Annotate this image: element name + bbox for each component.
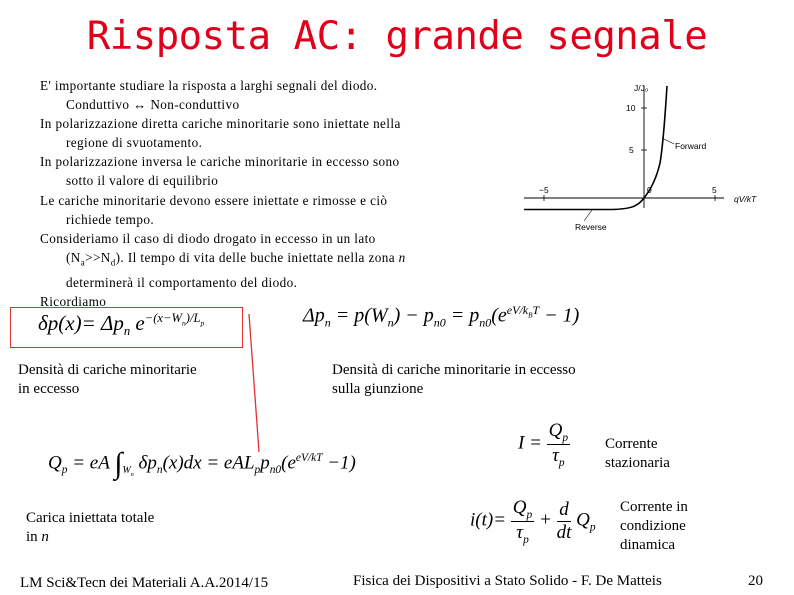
bullet-line: sotto il valore di equilibrio: [66, 173, 219, 189]
equation-injected-charge: $Q_p$ = eA $\int_{W_n}$ $\delta p_n(x)dx = eAL_pp_{n0}(e^{eV/kT} -1)$: [48, 447, 356, 480]
bullet-line: In polarizzazione inversa le cariche minoritarie in eccesso sono: [40, 154, 400, 170]
graph-xlabel: qV/kT: [734, 194, 757, 204]
graph-xtick-0: 0: [647, 185, 652, 195]
bullet-line: In polarizzazione diretta cariche minoritarie sono iniettate nella: [40, 116, 401, 132]
page-number: 20: [748, 573, 763, 589]
diode-iv-graph: [512, 78, 774, 238]
caption-steady-current: Corrente stazionaria: [605, 436, 670, 471]
bullet-line: richiede tempo.: [66, 211, 155, 227]
graph-xtick-5: 5: [712, 185, 717, 195]
graph-ylabel: J/J₀: [634, 83, 649, 93]
bullet-list: [40, 76, 510, 311]
graph-ytick-5: 5: [629, 145, 634, 155]
bullet-line: E' importante studiare la risposta a larghi segnali del diodo.: [40, 78, 378, 93]
graph-xtick-minus5: −5: [539, 185, 549, 195]
bullet-line: regione di svuotamento.: [66, 135, 203, 151]
graph-forward-label: Forward: [675, 141, 707, 151]
bullet-line: $(N_a>>N_d)$. Il tempo di vita delle buche iniettate nella zona n: [66, 249, 406, 268]
bullet-line: Ricordiamo: [40, 293, 107, 309]
slide-title: Risposta AC: grande segnale: [86, 14, 708, 59]
equation-junction-density: $\Delta p_n = p(W_n) - p_{n0} = p_{n0}(e^{eV/k_BT} - 1)$: [303, 303, 580, 330]
caption-density-junction: Densità di cariche minoritarie in eccesso sulla giunzione: [332, 362, 576, 397]
connector-line: [245, 310, 265, 460]
equation-dynamic-current: i(t)= $\frac{Q_p}{\tau_p}$ + $\frac{d}{dt}$ $Q_p$: [470, 497, 596, 546]
bullet-line: Conduttivo ↔ Non-conduttivo: [66, 97, 240, 113]
equation-steady-current: I = $\frac{Q_p}{\tau_p}$: [518, 420, 569, 469]
caption-dynamic-current: Corrente in condizione dinamica: [620, 499, 688, 553]
graph-ytick-10: 10: [626, 103, 636, 113]
caption-density-excess: Densità di cariche minoritarie in eccesso: [18, 362, 197, 397]
bullet-line: determinerà il comportamento del diodo.: [66, 274, 298, 290]
bullet-line: Le cariche minoritarie devono essere iniettate e rimosse e ciò: [40, 192, 388, 208]
equation-excess-density: $\delta p(x)= \Delta p_n$ $e^{-(x-W_n)/L_p}$: [38, 311, 205, 339]
graph-reverse-label: Reverse: [575, 222, 607, 232]
footer-author: Fisica dei Dispositivi a Stato Solido - F. De Matteis: [353, 573, 662, 589]
bullet-line: Consideriamo il caso di diodo drogato in eccesso in un lato: [40, 230, 376, 246]
caption-injected-charge: Carica iniettata totale in n: [26, 510, 155, 545]
footer-course: LM Sci&Tecn dei Materiali A.A.2014/15: [20, 575, 269, 591]
